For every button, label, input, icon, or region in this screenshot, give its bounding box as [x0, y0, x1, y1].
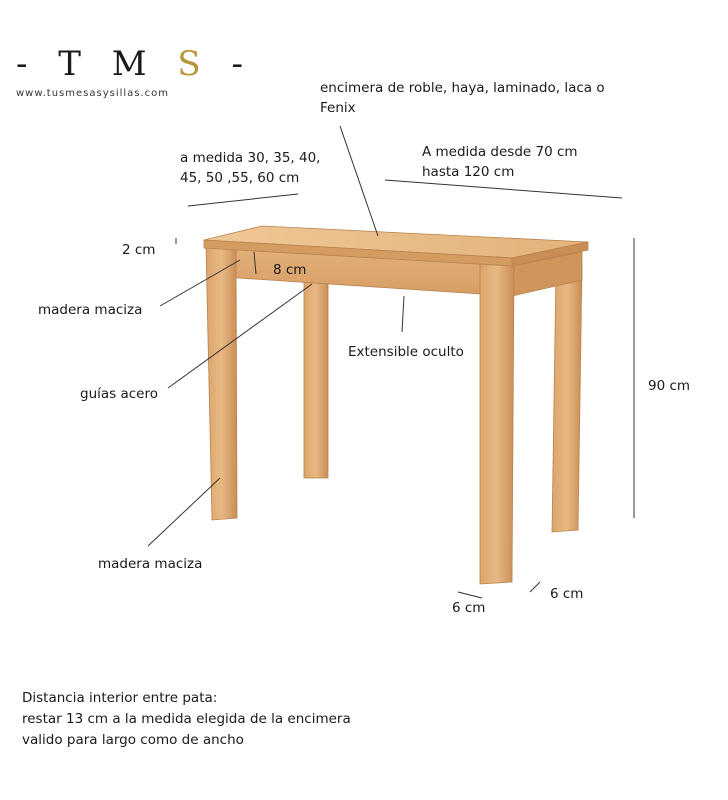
note-line-3: valido para largo como de ancho	[22, 732, 244, 748]
label-height: 90 cm	[648, 378, 691, 394]
label-apron-height: 8 cm	[273, 262, 307, 278]
logo-mark-left: - T M	[16, 44, 178, 84]
label-leg-width-a: 6 cm	[452, 600, 486, 616]
logo-url: www.tusmesasysillas.com	[16, 88, 170, 99]
label-top-material-line2: Fenix	[320, 100, 356, 116]
label-width-line2: 45, 50 ,55, 60 cm	[180, 170, 300, 186]
label-width-line1: a medida 30, 35, 40,	[180, 150, 321, 166]
label-length-line1: A medida desde 70 cm	[422, 144, 578, 160]
label-rails: guías acero	[80, 386, 158, 402]
table-back-legs	[304, 266, 582, 532]
label-leg-width-b: 6 cm	[550, 586, 584, 602]
logo-mark-accent: S	[177, 44, 211, 84]
note-line-2: restar 13 cm a la medida elegida de la encimera	[22, 711, 351, 727]
logo-mark-right: -	[210, 44, 253, 84]
table-front-legs	[206, 246, 514, 584]
label-apron-material: madera maciza	[38, 302, 143, 318]
label-top-material: encimera de roble, haya, laminado, laca o	[320, 80, 605, 96]
label-length-line2: hasta 120 cm	[422, 164, 515, 180]
note-line-1: Distancia interior entre pata:	[22, 690, 218, 706]
label-extension: Extensible oculto	[348, 344, 464, 360]
label-leg-material: madera maciza	[98, 556, 203, 572]
label-top-thickness: 2 cm	[122, 242, 156, 258]
inner-distance-note	[22, 688, 351, 751]
